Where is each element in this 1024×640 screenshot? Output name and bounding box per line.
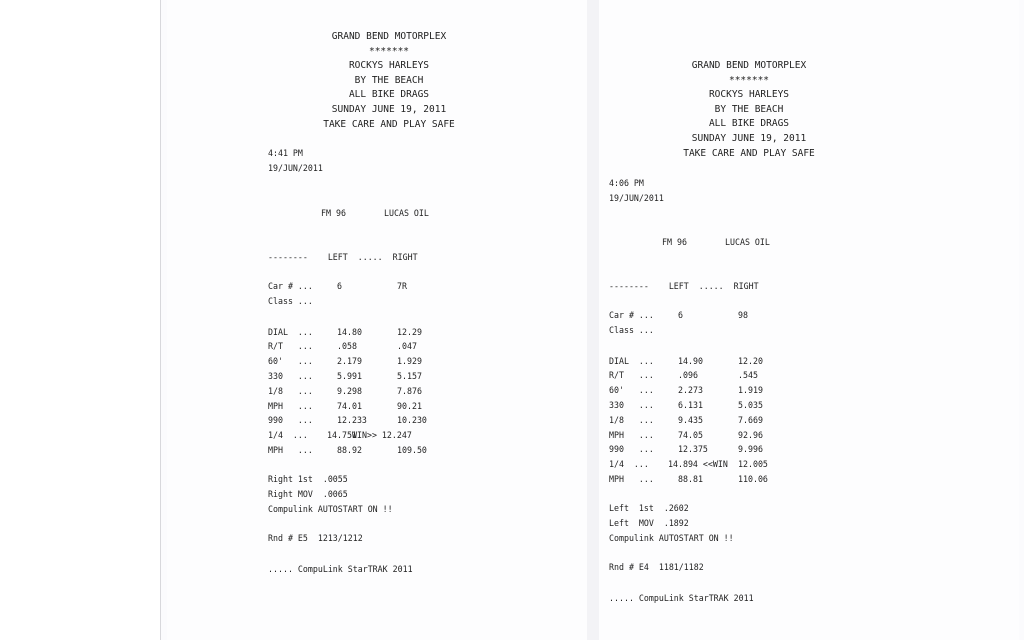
lanes-heading: -------- LEFT ..... RIGHT — [609, 282, 759, 292]
first-to-move-line: Left 1st .2602 — [609, 504, 689, 514]
scanned-document — [160, 0, 1024, 640]
timeslip-header — [269, 30, 509, 132]
right-lane-value: 12.005 — [738, 460, 768, 470]
row-label: 1/4 ... — [268, 431, 308, 441]
header-line: GRAND BEND MOTORPLEX — [331, 31, 447, 42]
lane-right-sponsor: LUCAS OIL — [384, 209, 429, 219]
timeslip-left — [167, 0, 587, 640]
right-lane-value: 10.230 — [397, 416, 427, 426]
slip-time: 4:41 PM — [268, 149, 303, 159]
right-lane-value: .047 — [397, 342, 417, 352]
right-lane-value: 7.669 — [738, 416, 763, 426]
left-lane-value: 9.298 — [337, 387, 362, 397]
left-lane-value: 88.81 — [678, 475, 703, 485]
right-lane-value: 1.929 — [397, 357, 422, 367]
left-lane-value: 14.80 — [337, 328, 362, 338]
row-label: MPH ... — [609, 431, 654, 441]
right-lane-value: 5.157 — [397, 372, 422, 382]
left-lane-value: 14.751 — [327, 431, 357, 441]
margin-of-victory-line: Right MOV .0065 — [268, 490, 348, 500]
right-lane-value: 1.919 — [738, 386, 763, 396]
row-label: Class ... — [268, 297, 313, 307]
row-label: R/T ... — [609, 371, 654, 381]
left-lane-value: 6 — [337, 282, 342, 292]
timeslip-right — [599, 0, 1019, 640]
left-lane-value: 6 — [678, 311, 683, 321]
header-line: ******* — [368, 45, 410, 57]
header-line: GRAND BEND MOTORPLEX — [691, 60, 807, 71]
header-line: TAKE CARE AND PLAY SAFE — [683, 147, 815, 159]
right-lane-value: 90.21 — [397, 402, 422, 412]
left-lane-value: .096 — [678, 371, 698, 381]
row-label: 1/8 ... — [609, 416, 654, 426]
header-line: TAKE CARE AND PLAY SAFE — [323, 118, 455, 130]
header-line: ******* — [728, 74, 770, 86]
header-line: SUNDAY JUNE 19, 2011 — [331, 103, 447, 115]
left-lane-value: .058 — [337, 342, 357, 352]
row-label: MPH ... — [268, 446, 313, 456]
page-margin — [0, 0, 160, 640]
left-lane-value: 12.233 — [337, 416, 367, 426]
left-lane-value: 74.05 — [678, 431, 703, 441]
compulink-brand: ..... CompuLink StarTRAK 2011 — [609, 594, 754, 604]
right-lane-value: .545 — [738, 371, 758, 381]
row-label: 1/4 ... — [609, 460, 649, 470]
left-lane-value: 9.435 — [678, 416, 703, 426]
row-label: 1/8 ... — [268, 387, 313, 397]
lane-left-sponsor: FM 96 — [321, 209, 346, 219]
first-to-move-line: Right 1st .0055 — [268, 475, 348, 485]
left-lane-value: 88.92 — [337, 446, 362, 456]
row-label: MPH ... — [268, 402, 313, 412]
margin-of-victory-line: Left MOV .1892 — [609, 519, 689, 529]
left-lane-value: 5.991 — [337, 372, 362, 382]
slip-date: 19/JUN/2011 — [268, 164, 323, 174]
row-label: Car # ... — [609, 311, 654, 321]
header-line: ROCKYS HARLEYS — [708, 89, 790, 101]
row-label: Class ... — [609, 326, 654, 336]
slip-time: 4:06 PM — [609, 179, 644, 189]
slip-date: 19/JUN/2011 — [609, 194, 664, 204]
right-lane-value: 5.035 — [738, 401, 763, 411]
autostart-line: Compulink AUTOSTART ON !! — [609, 534, 734, 544]
header-line: ALL BIKE DRAGS — [348, 89, 430, 101]
left-lane-value: 74.01 — [337, 402, 362, 412]
receipt-gap — [587, 0, 599, 640]
header-line: BY THE BEACH — [354, 74, 424, 86]
left-lane-value: 2.179 — [337, 357, 362, 367]
right-lane-value: 12.29 — [397, 328, 422, 338]
row-label: MPH ... — [609, 475, 654, 485]
compulink-brand: ..... CompuLink StarTRAK 2011 — [268, 565, 413, 575]
left-lane-value: 2.273 — [678, 386, 703, 396]
left-lane-value: 12.375 — [678, 445, 708, 455]
left-lane-value: 14.90 — [678, 357, 703, 367]
header-line: BY THE BEACH — [714, 103, 784, 115]
row-label: DIAL ... — [268, 328, 313, 338]
right-lane-value: 110.06 — [738, 475, 768, 485]
right-lane-value: 7R — [397, 282, 407, 292]
right-lane-value: 7.876 — [397, 387, 422, 397]
lanes-heading: -------- LEFT ..... RIGHT — [268, 253, 418, 263]
round-number: Rnd # E5 1213/1212 — [268, 534, 363, 544]
left-lane-value: 14.894 <<WIN — [668, 460, 728, 470]
right-lane-value: 12.20 — [738, 357, 763, 367]
header-line: ALL BIKE DRAGS — [708, 118, 790, 130]
row-label: 60' ... — [268, 357, 313, 367]
right-lane-value: 98 — [738, 311, 748, 321]
row-label: 990 ... — [268, 416, 313, 426]
right-lane-value: WIN>> 12.247 — [352, 431, 412, 441]
lane-left-sponsor: FM 96 — [662, 238, 687, 248]
row-label: 60' ... — [609, 386, 654, 396]
right-lane-value: 9.996 — [738, 445, 763, 455]
left-lane-value: 6.131 — [678, 401, 703, 411]
header-line: ROCKYS HARLEYS — [348, 60, 430, 72]
row-label: 330 ... — [268, 372, 313, 382]
row-label: DIAL ... — [609, 357, 654, 367]
row-label: 330 ... — [609, 401, 654, 411]
right-lane-value: 109.50 — [397, 446, 427, 456]
row-label: R/T ... — [268, 342, 313, 352]
row-label: Car # ... — [268, 282, 313, 292]
timeslip-header — [629, 59, 869, 161]
header-line: SUNDAY JUNE 19, 2011 — [691, 132, 807, 144]
autostart-line: Compulink AUTOSTART ON !! — [268, 505, 393, 515]
row-label: 990 ... — [609, 445, 654, 455]
round-number: Rnd # E4 1181/1182 — [609, 563, 704, 573]
right-lane-value: 92.96 — [738, 431, 763, 441]
lane-right-sponsor: LUCAS OIL — [725, 238, 770, 248]
